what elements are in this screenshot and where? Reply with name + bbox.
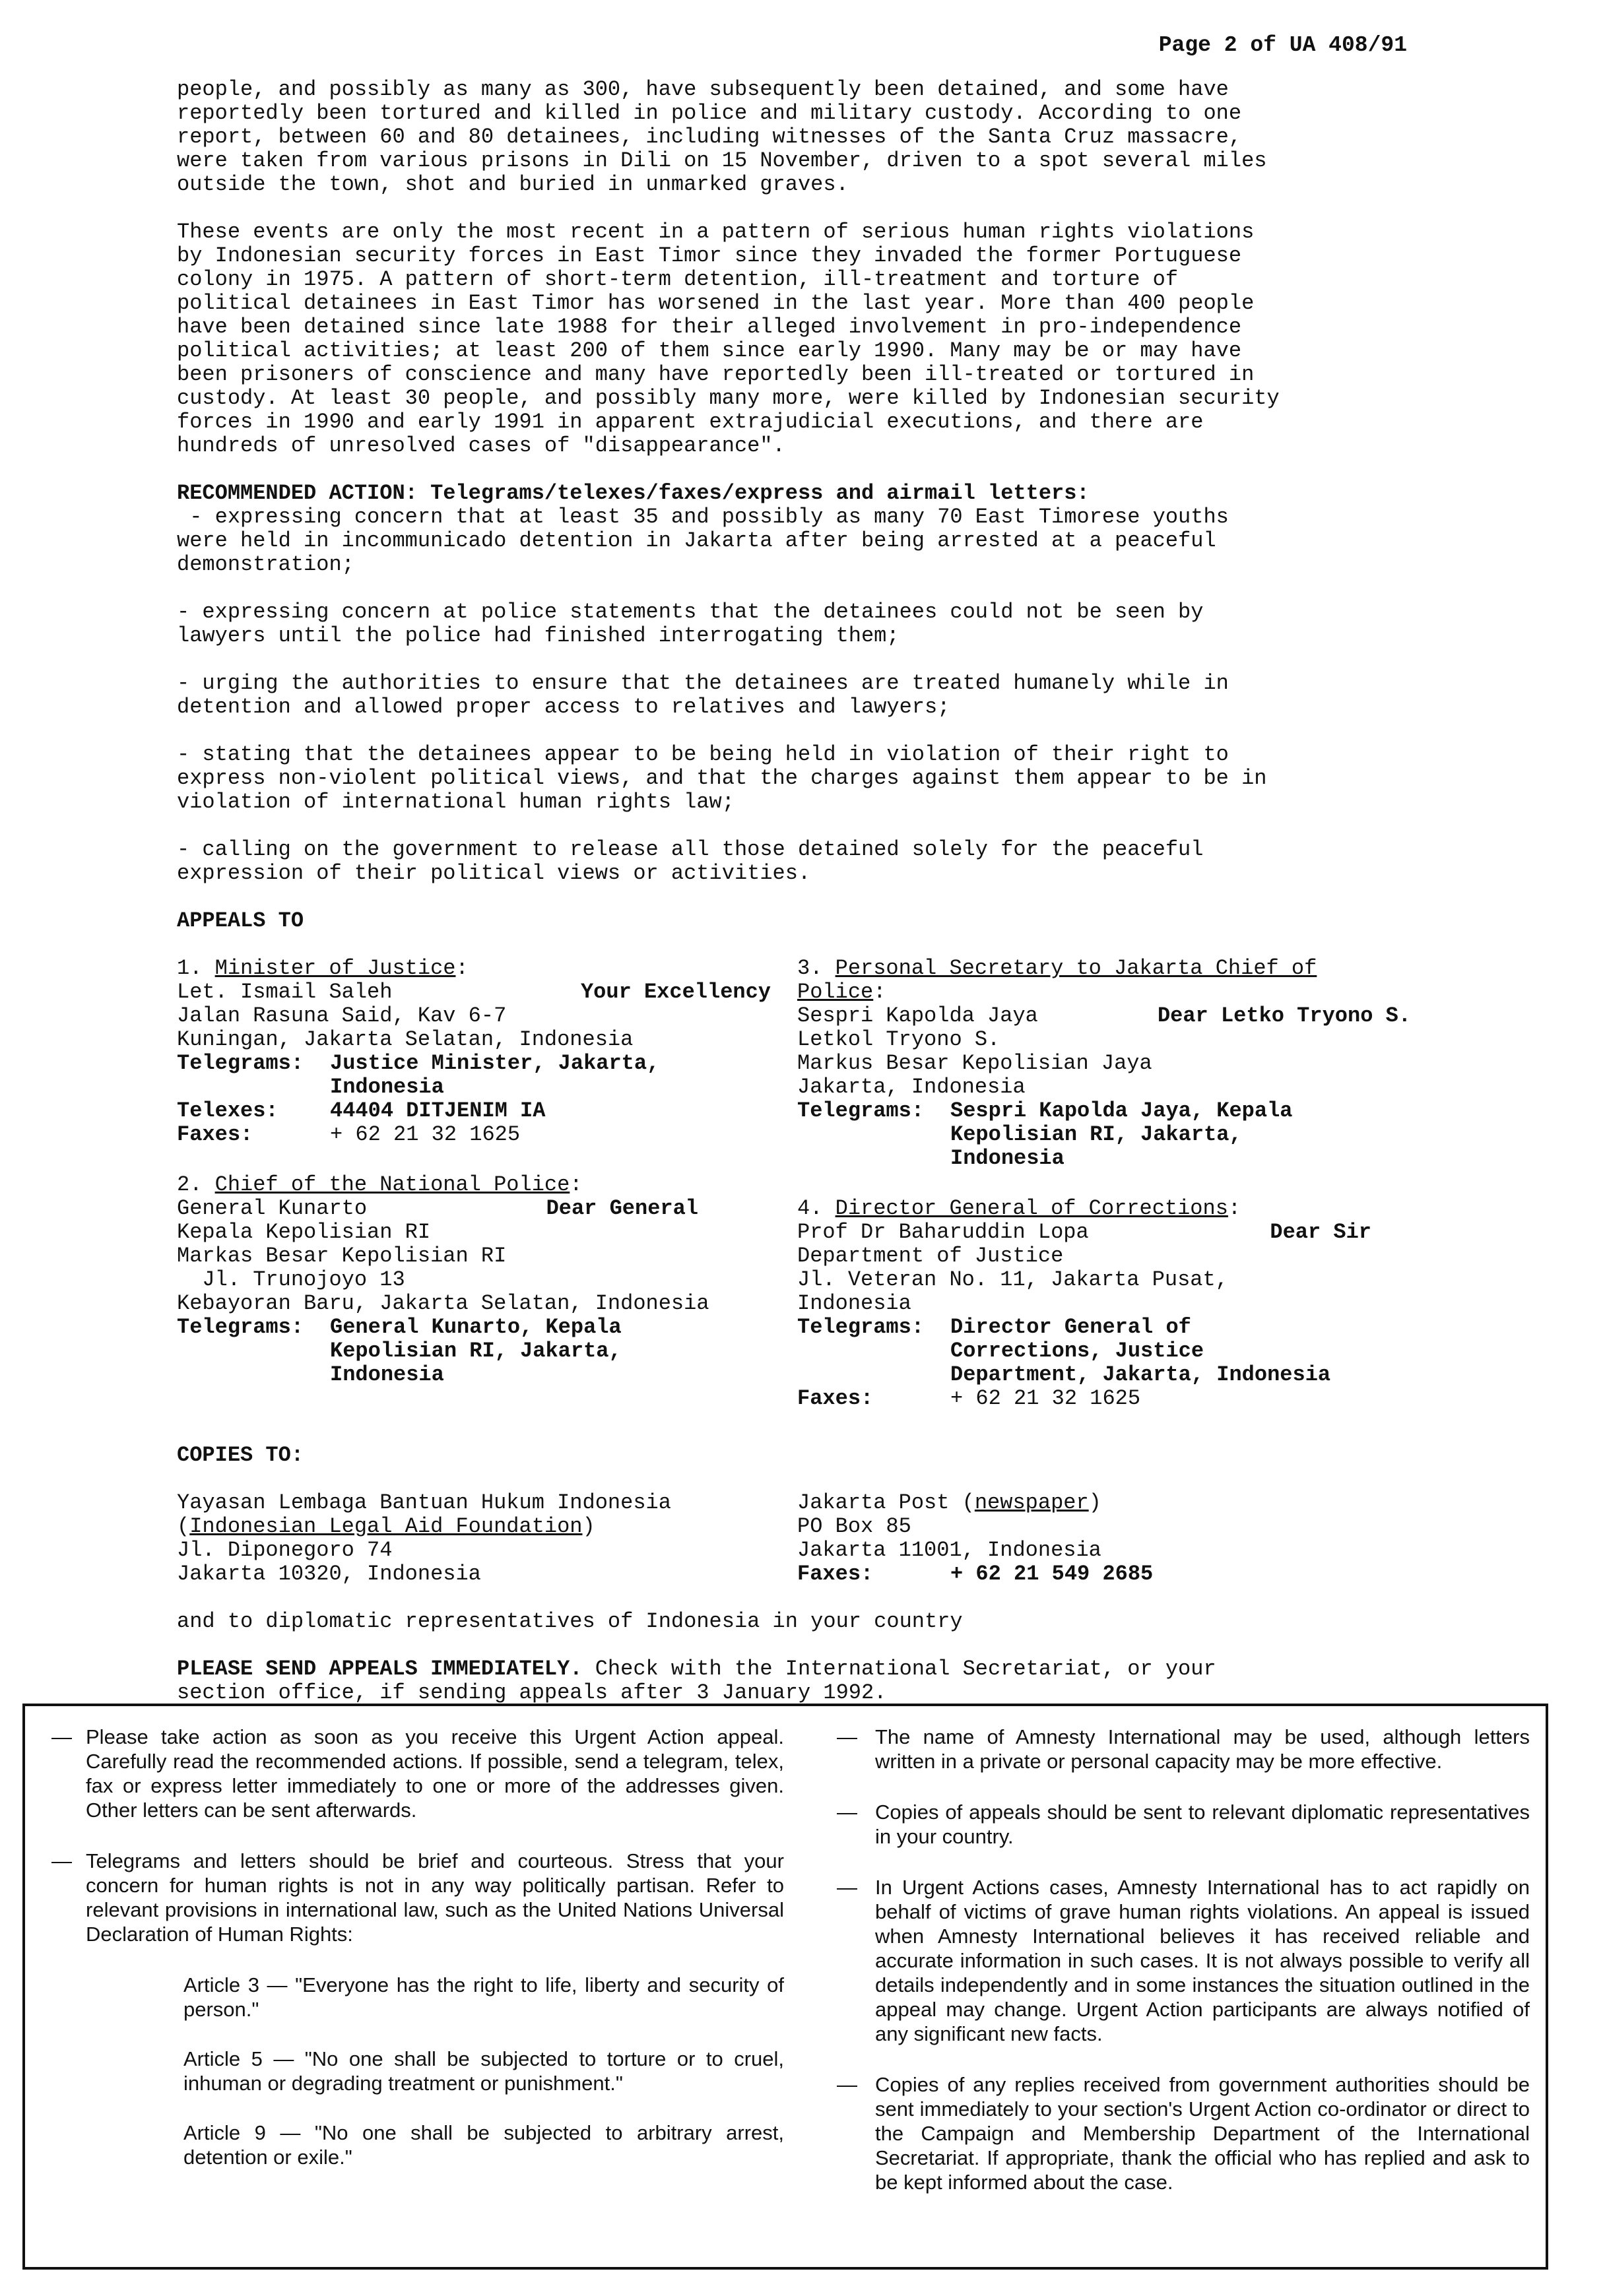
guidance-note-3: — The name of Amnesty International may be used, although letters written in a private or personal capacity may be more effective.	[837, 1725, 1530, 1773]
action-bullet-1: - expressing concern that at least 35 and possibly as many 70 East Timorese youths were held in incommunicado detention in Jakarta after being arrested at a peaceful demonstration;	[177, 505, 1229, 577]
copy-address-1: Yayasan Lembaga Bantuan Hukum Indonesia (Indonesian Legal Aid Foundation) Jl. Diponegoro 74 Jakarta 10320, Indonesia	[177, 1490, 671, 1586]
guidance-right-column	[837, 1725, 1530, 2221]
appeal-address-4: 4. Director General of Corrections: Prof Dr Baharuddin Lopa Dear Sir Department of Justice Jl. Veteran No. 11, Jakarta Pusat, Indonesia Telegrams: Director General of Corrections, Justice Department, Jakarta, Indonesia Faxes: + 62 21 32 1625	[797, 1196, 1371, 1411]
action-bullet-5: - calling on the government to release all those detained solely for the peaceful expression of their political views or activities.	[177, 837, 1204, 885]
article-5-quote: Article 5 — "No one shall be subjected to torture or to cruel, inhuman or degrading treatment or punishment."	[183, 2047, 784, 2095]
action-bullet-3: - urging the authorities to ensure that the detainees are treated humanely while in detention and allowed proper access to relatives and lawyers;	[177, 671, 1229, 719]
appeals-left-column	[177, 957, 791, 1437]
appeal-address-2: 2. Chief of the National Police: General Kunarto Dear General Kepala Kepolisian RI Markas Besar Kepolisian RI Jl. Trunojoyo 13 Kebayoran Baru, Jakarta Selatan, Indonesia Telegrams: General Kunarto, Kepala Kepolisian RI, Jakarta, Indonesia	[177, 1172, 709, 1387]
guidance-note-1: — Please take action as soon as you receive this Urgent Action appeal. Carefully read the recommended actions. If possible, send a telegram, telex, fax or express letter immediately to one or more of the addresses given. Other letters can be sent afterwards.	[51, 1725, 784, 1822]
appeal-4-name: Prof Dr Baharuddin Lopa	[797, 1220, 1089, 1244]
guidance-note-5: — In Urgent Actions cases, Amnesty International has to act rapidly on behalf of victims of grave human rights violations. An appeal is issued when Amnesty International believes it has received reliable and accurate information in such cases. It is not always possible to verify all details independently and in some instances the situation outlined in the appeal may change. Urgent Action participants are always notified of any significant new facts.	[837, 1876, 1530, 2045]
recommended-action-section	[177, 482, 1411, 885]
appeal-3-name: Sespri Kapolda Jaya	[797, 1004, 1038, 1028]
appeal-4-salutation: Dear Sir	[1270, 1220, 1371, 1244]
appeal-4-title: Director General of Corrections	[835, 1196, 1228, 1221]
document-body	[177, 78, 1411, 1729]
appeal-address-1: 1. Minister of Justice: Let. Ismail Saleh Your Excellency Jalan Rasuna Said, Kav 6-7 Kuningan, Jakarta Selatan, Indonesia Telegrams: Justice Minister, Jakarta, Indonesia Telexes: 44404 DITJENIM IA Faxes: + 62 21 32 1625	[177, 956, 771, 1147]
intro-paragraph-2: These events are only the most recent in a pattern of serious human rights violations by Indonesian security forces in East Timor since they invaded the former Portuguese colony in 1975. A pattern of short-term detention, ill-treatment and torture of political detainees in East Timor has worsened in the last year. More than 400 people have been detained since late 1988 for their alleged involvement in pro-independence political activities; at least 200 of them since early 1990. Many may be or may have been prisoners of conscience and many have reportedly been ill-treated or tortured in custody. At least 30 people, and possibly many more, were killed by Indonesian security forces in 1990 and early 1991 in apparent extrajudicial executions, and there are hundreds of unresolved cases of "disappearance".	[177, 220, 1280, 458]
guidance-note-6: — Copies of any replies received from government authorities should be sent immediately to your section's Urgent Action co-ordinator or direct to the Campaign and Membership Department of the International Secretariat. If appropriate, thank the official who has replied and ask to be kept informed about the case.	[837, 2073, 1530, 2194]
appeals-right-column	[797, 957, 1411, 1437]
appeals-addresses	[177, 957, 1411, 1437]
page-number-header: Page 2 of UA 408/91	[1158, 33, 1407, 57]
appeal-1-title: Minister of Justice	[214, 956, 456, 980]
action-bullet-2: - expressing concern at police statements that the detainees could not be seen by lawyers until the police had finished interrogating them;	[177, 600, 1204, 648]
intro-paragraph-1: people, and possibly as many as 300, have subsequently been detained, and some have reportedly been tortured and killed in police and military custody. According to one report, between 60 and 80 detainees, including witnesses of the Santa Cruz massacre, were taken from various prisons in Dili on 15 November, driven to a spot several miles outside the town, shot and buried in unmarked graves.	[177, 77, 1267, 197]
action-bullet-4: - stating that the detainees appear to be being held in violation of their right to express non-violent political views, and that the charges against them appear to be in violation of international human rights law;	[177, 742, 1267, 814]
appeal-3-salutation: Dear Letko Tryono S.	[1157, 1004, 1411, 1028]
appeal-1-name: Let. Ismail Saleh	[177, 980, 393, 1004]
copy-address-2: Jakarta Post (newspaper) PO Box 85 Jakarta 11001, Indonesia Faxes: + 62 21 549 2685	[797, 1490, 1154, 1586]
guidance-note-2: — Telegrams and letters should be brief and courteous. Stress that your concern for human rights is not in any way politically partisan. Refer to relevant provisions in international law, such as the United Nations Universal Declaration of Human Rights:	[51, 1849, 784, 1946]
copies-to-title: COPIES TO:	[177, 1443, 304, 1467]
article-3-quote: Article 3 — "Everyone has the right to life, liberty and security of person."	[183, 1973, 784, 2021]
appeal-2-title: Chief of the National Police	[214, 1172, 570, 1197]
closing-instruction: PLEASE SEND APPEALS IMMEDIATELY. Check with the International Secretariat, or your section office, if sending appeals after 3 January 1992.	[177, 1657, 1216, 1705]
appeal-2-salutation: Dear General	[546, 1196, 698, 1221]
recommended-action-title: RECOMMENDED ACTION: Telegrams/telexes/faxes/express and airmail letters:	[177, 481, 1090, 505]
appeals-to-title: APPEALS TO	[177, 909, 304, 933]
article-9-quote: Article 9 — "No one shall be subjected to arbitrary arrest, detention or exile."	[183, 2121, 784, 2169]
guidance-left-column	[51, 1725, 784, 2194]
diplomatic-note: and to diplomatic representatives of Indonesia in your country	[177, 1609, 963, 1634]
appeal-2-name: General Kunarto	[177, 1196, 368, 1221]
copies-addresses	[177, 1491, 1411, 1586]
guidance-note-4: — Copies of appeals should be sent to relevant diplomatic representatives in your country.	[837, 1801, 1530, 1848]
appeal-1-salutation: Your Excellency	[580, 980, 771, 1004]
guidance-box	[22, 1704, 1548, 2270]
appeal-3-title: Personal Secretary to Jakarta Chief of	[835, 956, 1317, 980]
appeal-address-3: 3. Personal Secretary to Jakarta Chief of Police: Sespri Kapolda Jaya Dear Letko Tryono S. Letkol Tryono S. Markus Besar Kepolisian Jaya Jakarta, Indonesia Telegrams: Sespri Kapolda Jaya, Kepala Kepolisian RI, Jakarta, Indonesia	[797, 956, 1411, 1170]
